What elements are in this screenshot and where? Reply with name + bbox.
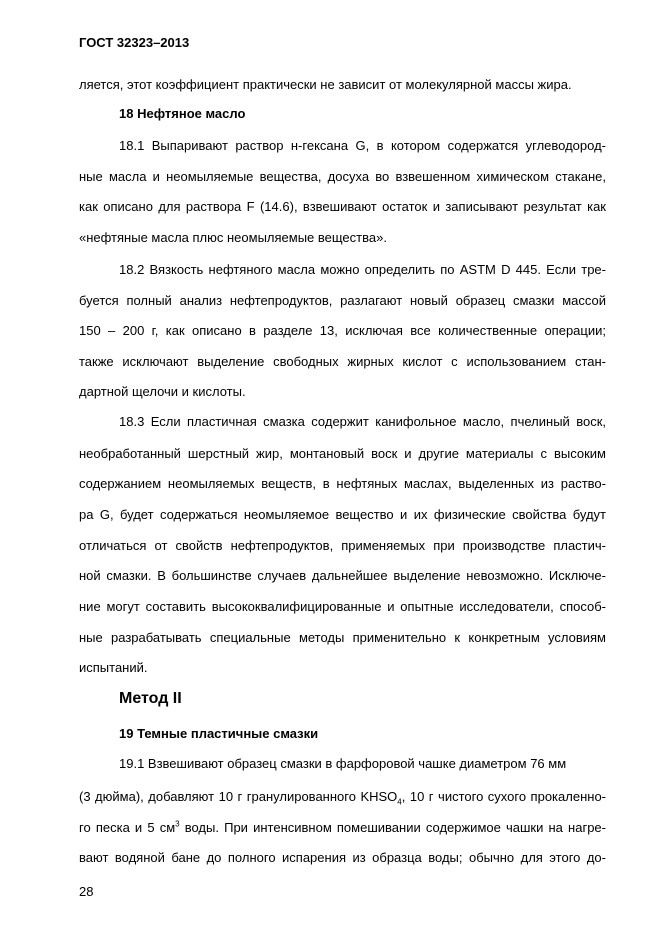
document-header: ГОСТ 32323–2013 bbox=[79, 35, 190, 50]
text-line: отличаться от свойств нефтепродуктов, применяемых при производстве пластич- bbox=[79, 538, 606, 553]
text-line bbox=[79, 789, 606, 805]
text-run: го песка и 5 см bbox=[79, 820, 176, 835]
text-line: ние могут составить высококвалифицированные и опытные исследователи, способ- bbox=[79, 599, 606, 614]
text-line: испытаний. bbox=[79, 660, 148, 675]
page-number: 28 bbox=[79, 884, 94, 899]
text-line: содержанием неомыляемых веществ, в нефтяных маслах, выделенных из раство- bbox=[79, 476, 606, 491]
text-line: 19.1 Взвешивают образец смазки в фарфоровой чашке диаметром 76 мм bbox=[119, 756, 567, 771]
text-line: ной смазки. В большинстве случаев дальнейшее выделение невозможно. Исключе- bbox=[79, 568, 606, 583]
subscript: 4 bbox=[397, 797, 402, 805]
text-line: дартной щелочи и кислоты. bbox=[79, 384, 246, 399]
text-line: «нефтяные масла плюс неомыляемые вещества». bbox=[79, 230, 387, 245]
text-line: 18.2 Вязкость нефтяного масла можно определить по ASTM D 445. Если тре- bbox=[119, 262, 606, 277]
text-line bbox=[79, 820, 606, 836]
text-line: вают водяной бане до полного испарения из образца воды; обычно для этого до- bbox=[79, 850, 606, 865]
section-heading: 19 Темные пластичные смазки bbox=[119, 726, 319, 741]
section-heading: 18 Нефтяное масло bbox=[119, 106, 246, 121]
superscript: 3 bbox=[175, 820, 180, 829]
text-line: 18.3 Если пластичная смазка содержит канифольное масло, пчелиный воск, bbox=[119, 414, 606, 429]
text-line: буется полный анализ нефтепродуктов, разлагают новый образец смазки массой bbox=[79, 293, 606, 308]
text-line: 18.1 Выпаривают раствор н-гексана G, в котором содержатся углеводород- bbox=[119, 138, 606, 153]
text-line: как описано для раствора F (14.6), взвешивают остаток и записывают результат как bbox=[79, 199, 606, 214]
text-line: также исключают выделение свободных жирных кислот с использованием стан- bbox=[79, 354, 606, 369]
text-line: ные разрабатывать специальные методы применительно к конкретным условиям bbox=[79, 630, 606, 645]
method-heading: Метод II bbox=[119, 690, 182, 707]
text-line: ра G, будет содержаться неомыляемое вещество и их физические свойства будут bbox=[79, 507, 606, 522]
text-run: воды. При интенсивном помешивании содержимое чашки на нагре- bbox=[179, 820, 606, 835]
text-run: (3 дюйма), добавляют 10 г гранулированного KHSO bbox=[79, 789, 398, 804]
text-line: необработанный шерстный жир, монтановый воск и другие материалы с высоким bbox=[79, 446, 606, 461]
text-line: 150 – 200 г, как описано в разделе 13, исключая все количественные операции; bbox=[79, 323, 606, 338]
text-line: ляется, этот коэффициент практически не зависит от молекулярной массы жира. bbox=[79, 77, 572, 92]
text-line: ные масла и неомыляемые вещества, досуха во взвешенном химическом стакане, bbox=[79, 169, 606, 184]
text-run: , 10 г чистого сухого прокаленно- bbox=[401, 789, 606, 804]
